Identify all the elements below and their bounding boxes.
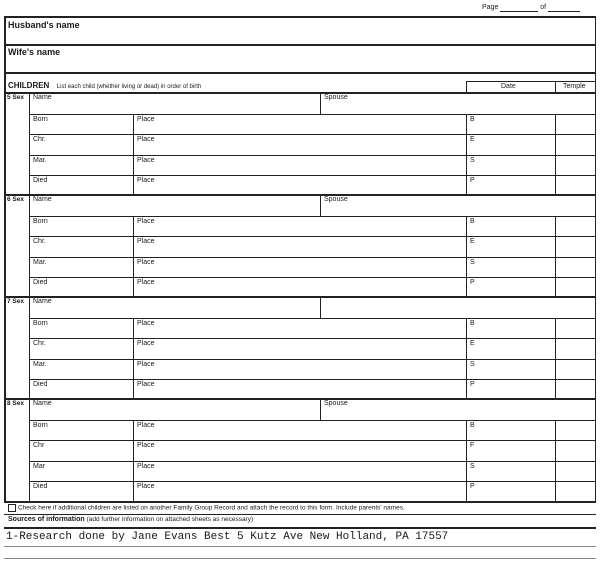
- ordinance-date-field[interactable]: [478, 340, 553, 356]
- name-row-bottom: [29, 420, 596, 421]
- event-label: Died: [33, 380, 48, 388]
- spouse-field[interactable]: [360, 195, 590, 213]
- event-date-field[interactable]: [40, 429, 130, 439]
- spouse-field[interactable]: [360, 399, 590, 417]
- event-label: Chr.: [33, 340, 46, 348]
- event-label: Chr: [33, 442, 45, 450]
- ordinance-letter: B: [470, 320, 475, 327]
- place-label: Place: [137, 176, 155, 184]
- event-label: Mar.: [33, 360, 47, 368]
- child-number-sex: 7 Sex: [7, 298, 24, 305]
- event-place-field[interactable]: [160, 381, 460, 397]
- husband-name-field[interactable]: [100, 20, 590, 42]
- place-label: Place: [137, 218, 155, 225]
- ordinance-letter: P: [470, 176, 475, 184]
- event-place-field[interactable]: [160, 320, 460, 336]
- ordinance-letter: B: [470, 422, 475, 429]
- event-date-field[interactable]: [40, 143, 130, 153]
- of-label: of: [540, 4, 547, 11]
- spouse-label: Spouse: [324, 400, 348, 407]
- of-field[interactable]: [548, 11, 580, 12]
- event-label: Mar.: [33, 156, 47, 164]
- place-label: Place: [137, 360, 155, 368]
- event-row-divider: [29, 175, 596, 176]
- event-date-field[interactable]: [40, 327, 130, 337]
- event-date-field[interactable]: [40, 225, 130, 235]
- ordinance-letter: S: [470, 156, 475, 164]
- event-date-field[interactable]: [40, 245, 130, 255]
- event-row-divider: [29, 257, 596, 258]
- name-row-bottom: [29, 216, 596, 217]
- event-place-field[interactable]: [160, 442, 460, 458]
- spouse-label: Spouse: [324, 196, 348, 203]
- temple-field[interactable]: [558, 177, 593, 193]
- temple-field[interactable]: [558, 279, 593, 295]
- temple-field[interactable]: [558, 340, 593, 356]
- ordinance-letter: E: [470, 238, 475, 246]
- ordinance-date-field[interactable]: [478, 381, 553, 397]
- event-date-field[interactable]: [40, 347, 130, 357]
- ordinance-letter: F: [470, 442, 475, 450]
- event-place-field[interactable]: [160, 361, 460, 377]
- husband-name-label: Husband's name: [8, 20, 80, 30]
- temple-field[interactable]: [558, 136, 593, 152]
- ordinance-letter: P: [470, 278, 475, 286]
- event-place-field[interactable]: [160, 279, 460, 295]
- event-row-divider: [29, 461, 596, 462]
- table-bottom-border: [4, 501, 596, 503]
- event-place-field[interactable]: [160, 218, 460, 234]
- additional-children-text: Check here if additional children are listed on another Family Group Record and attach the record to this form. Include parents' names.: [18, 504, 405, 512]
- event-row-divider: [29, 338, 596, 339]
- temple-field[interactable]: [558, 483, 593, 499]
- event-place-field[interactable]: [160, 340, 460, 356]
- ordinance-letter: E: [470, 340, 475, 348]
- wife-name-label: Wife's name: [8, 47, 61, 57]
- event-label: Born: [33, 422, 48, 429]
- page-number: [482, 4, 580, 12]
- ordinance-letter: B: [470, 116, 475, 123]
- page-field[interactable]: [500, 11, 538, 12]
- place-label: Place: [137, 156, 155, 164]
- ordinance-date-field[interactable]: [478, 136, 553, 152]
- ordinance-date-field[interactable]: [478, 157, 553, 173]
- ordinance-letter: P: [470, 482, 475, 490]
- place-label: Place: [137, 380, 155, 388]
- ordinance-date-field[interactable]: [478, 320, 553, 336]
- temple-field[interactable]: [558, 218, 593, 234]
- date-temple-top: [466, 81, 596, 82]
- event-place-field[interactable]: [160, 422, 460, 438]
- event-date-field[interactable]: [40, 470, 130, 480]
- event-date-field[interactable]: [40, 368, 130, 378]
- name-row-bottom: [29, 114, 596, 115]
- child-name-label: Name: [33, 196, 52, 203]
- event-label: Born: [33, 116, 48, 123]
- temple-field[interactable]: [558, 361, 593, 377]
- child-name-field[interactable]: [60, 195, 315, 213]
- event-label: Mar: [33, 462, 46, 470]
- children-header: [8, 75, 201, 93]
- sex-column-divider: [29, 398, 30, 501]
- sources-line-2: [4, 558, 596, 559]
- event-date-field[interactable]: [40, 164, 130, 174]
- ordinance-date-field[interactable]: [478, 177, 553, 193]
- event-label: Mar.: [33, 258, 47, 266]
- ordinance-date-field[interactable]: [478, 442, 553, 458]
- child-name-field[interactable]: [60, 297, 315, 315]
- right-border: [595, 16, 596, 502]
- event-row-divider: [29, 359, 596, 360]
- name-spouse-divider: [320, 92, 321, 114]
- temple-field[interactable]: [558, 422, 593, 438]
- sources-entry[interactable]: 1-Research done by Jane Evans Best 5 Kutz Ave New Holland, PA 17557: [6, 531, 449, 543]
- ordinance-letter: P: [470, 380, 475, 388]
- sex-column-divider: [29, 92, 30, 195]
- event-date-field[interactable]: [40, 286, 130, 296]
- event-label: Chr.: [33, 238, 46, 246]
- date-header: Date: [501, 83, 516, 90]
- name-row-bottom: [29, 318, 596, 319]
- ordinance-letter: B: [470, 218, 475, 225]
- wife-name-field[interactable]: [100, 47, 590, 69]
- event-date-field[interactable]: [40, 388, 130, 398]
- event-row-divider: [29, 440, 596, 441]
- place-label: Place: [137, 238, 155, 246]
- event-row-divider: [29, 155, 596, 156]
- sources-line-1: [4, 546, 596, 547]
- temple-field[interactable]: [558, 381, 593, 397]
- event-date-field[interactable]: [40, 490, 130, 500]
- place-label: Place: [137, 320, 155, 327]
- ordinance-date-field[interactable]: [478, 483, 553, 499]
- temple-field[interactable]: [558, 238, 593, 254]
- event-row-divider: [29, 481, 596, 482]
- temple-field[interactable]: [558, 442, 593, 458]
- event-row-divider: [29, 379, 596, 380]
- ordinance-date-field[interactable]: [478, 218, 553, 234]
- event-row-divider: [29, 236, 596, 237]
- event-label: Died: [33, 176, 48, 184]
- temple-header: Temple: [563, 83, 586, 90]
- place-label: Place: [137, 462, 155, 470]
- page-label: Page: [482, 4, 499, 11]
- place-label: Place: [137, 278, 155, 286]
- place-label: Place: [137, 258, 155, 266]
- ordinance-date-field[interactable]: [478, 279, 553, 295]
- event-row-divider: [29, 277, 596, 278]
- place-label: Place: [137, 482, 155, 490]
- temple-field[interactable]: [558, 157, 593, 173]
- event-place-field[interactable]: [160, 157, 460, 173]
- name-spouse-divider: [320, 296, 321, 318]
- temple-left: [555, 81, 556, 92]
- ordinance-date-field[interactable]: [478, 116, 553, 132]
- sources-header: [8, 516, 253, 523]
- date-left: [466, 81, 467, 92]
- place-label: Place: [137, 442, 155, 450]
- child-name-label: Name: [33, 298, 52, 305]
- ordinance-letter: S: [470, 462, 475, 470]
- event-place-field[interactable]: [160, 463, 460, 479]
- additional-children-note: [8, 504, 405, 513]
- ordinance-date-field[interactable]: [478, 238, 553, 254]
- event-label: Born: [33, 320, 48, 327]
- event-date-field[interactable]: [40, 266, 130, 276]
- event-place-field[interactable]: [160, 238, 460, 254]
- sex-column-divider: [29, 296, 30, 399]
- child-name-field[interactable]: [60, 399, 315, 417]
- event-row-divider: [29, 134, 596, 135]
- child-number-sex: 5 Sex: [7, 94, 24, 101]
- ordinance-date-field[interactable]: [478, 259, 553, 275]
- name-spouse-divider: [320, 194, 321, 216]
- sources-divider: [4, 527, 596, 529]
- top-border: [4, 16, 596, 18]
- event-label: Died: [33, 278, 48, 286]
- children-title: CHILDREN: [8, 81, 50, 90]
- spouse-label: Spouse: [324, 94, 348, 101]
- left-border: [4, 16, 6, 502]
- event-label: Chr.: [33, 136, 46, 144]
- temple-field[interactable]: [558, 463, 593, 479]
- place-label: Place: [137, 116, 155, 123]
- temple-field[interactable]: [558, 259, 593, 275]
- ordinance-letter: E: [470, 136, 475, 144]
- sex-column-divider: [29, 194, 30, 297]
- event-place-field[interactable]: [160, 116, 460, 132]
- event-label: Born: [33, 218, 48, 225]
- name-spouse-divider: [320, 398, 321, 420]
- spouse-field[interactable]: [360, 93, 590, 111]
- ordinance-date-field[interactable]: [478, 361, 553, 377]
- event-label: Died: [33, 482, 48, 490]
- child-number-sex: 8 Sex: [7, 400, 24, 407]
- event-place-field[interactable]: [160, 177, 460, 193]
- wife-divider: [4, 72, 596, 74]
- ordinance-letter: S: [470, 360, 475, 368]
- place-label: Place: [137, 340, 155, 348]
- children-instruction: List each child (whether living or dead) in order of birth: [56, 84, 202, 90]
- child-number-sex: 6 Sex: [7, 196, 24, 203]
- event-date-field[interactable]: [40, 449, 130, 459]
- sources-label: Sources of information: [8, 516, 85, 523]
- event-date-field[interactable]: [40, 184, 130, 194]
- place-label: Place: [137, 422, 155, 429]
- sources-hint: (add further information on attached sheets as necessary): [86, 516, 254, 523]
- husband-divider: [4, 44, 596, 46]
- event-place-field[interactable]: [160, 136, 460, 152]
- ordinance-date-field[interactable]: [478, 463, 553, 479]
- place-label: Place: [137, 136, 155, 144]
- temple-field[interactable]: [558, 320, 593, 336]
- additional-children-checkbox[interactable]: [8, 504, 16, 512]
- event-date-field[interactable]: [40, 123, 130, 133]
- temple-field[interactable]: [558, 116, 593, 132]
- event-place-field[interactable]: [160, 259, 460, 275]
- note-divider: [4, 514, 596, 515]
- child-name-label: Name: [33, 400, 52, 407]
- child-name-field[interactable]: [60, 93, 315, 111]
- event-place-field[interactable]: [160, 483, 460, 499]
- ordinance-date-field[interactable]: [478, 422, 553, 438]
- ordinance-letter: S: [470, 258, 475, 266]
- child-name-label: Name: [33, 94, 52, 101]
